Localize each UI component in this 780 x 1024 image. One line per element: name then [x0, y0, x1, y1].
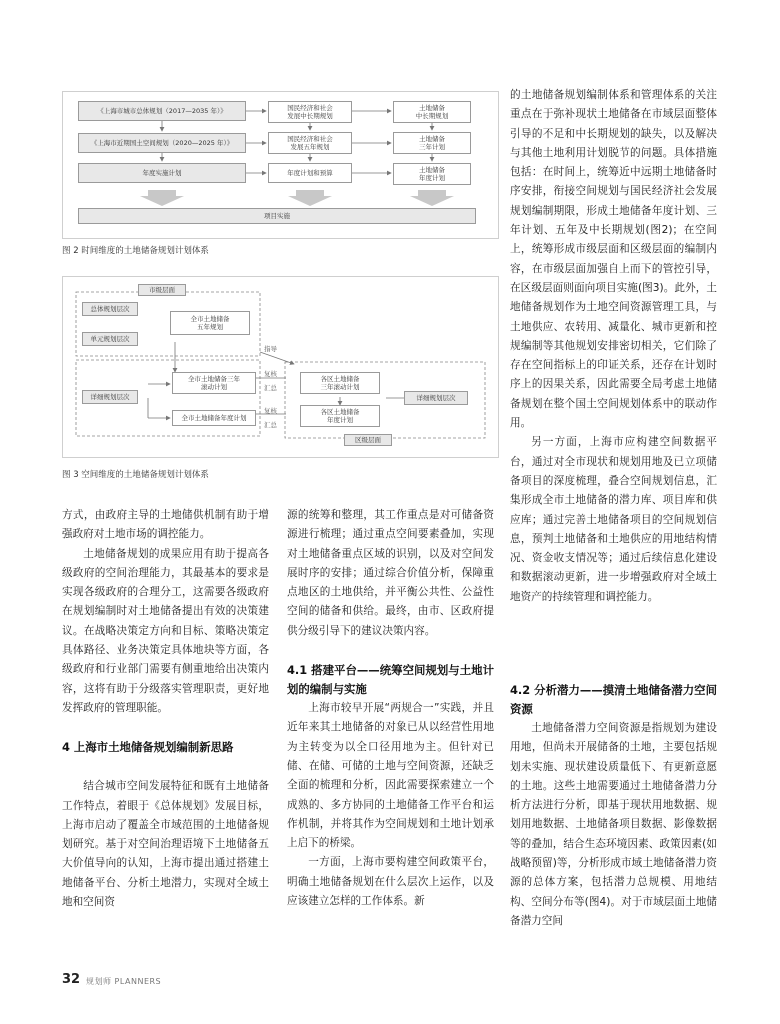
fig2-right-box-1: 土地储备 中长期规划	[393, 101, 471, 123]
fig3-city-annual: 全市土地储备年度计划	[172, 410, 256, 426]
fig3-city-five-year: 全市土地储备 五年规划	[170, 311, 250, 335]
col2-para-3: 一方面，上海市要构建空间政策平台，明确土地储备规划在什么层次上运作，以及应该建立怎样的工作体系。新	[287, 856, 494, 908]
fig3-guide-label: 指导	[264, 345, 277, 353]
col1-para-2: 土地储备规划的成果应用有助于提高各级政府的空间治理能力，其最基本的要求是实现各级政府的合理分工，这需要各级政府在规划编制时对土地储备提出有效的决策建议。在战略决策定方向和目标、策略决策定具体路径、业务决策定具体地块等方面，各级政府和行业部门需要有侧重地给出决策内容，这将有助于分级落实管理职责，更好地发挥政府的管理职能。	[62, 547, 269, 714]
fig3-summary-label-2: 汇总	[264, 421, 277, 429]
fig3-review-label-1: 复核	[264, 370, 277, 378]
fig3-level-unit: 单元规划层次	[82, 332, 138, 346]
col1-heading: 4 上海市土地储备规划编制新思路	[62, 740, 234, 755]
fig2-left-box-1: 《上海市城市总体规划（2017—2035 年）》	[78, 101, 246, 121]
fig3-level-general: 总体规划层次	[82, 302, 138, 316]
fig2-mid-box-3: 年度计划和预算	[268, 163, 352, 183]
column-2	[287, 506, 494, 911]
column-1	[62, 506, 269, 912]
figure-2-caption: 图 2 时间维度的土地储备规划计划体系	[62, 246, 209, 256]
fig3-detail-plan-level: 详细规划层次	[404, 391, 468, 405]
fig2-left-box-3: 年度实施计划	[78, 163, 246, 183]
fig3-dist-annual: 各区土地储备 年度计划	[300, 405, 380, 427]
page-number: 32	[62, 972, 81, 987]
col3-para-1: 土地储备潜力空间资源是指规划为建设用地，但尚未开展储备的土地，主要包括规划未实施、现状建设质量低下、有更新意愿的土地。这些土地需要通过土地储备潜力分析方法进行分析，即基于现状用地数据、规划用地数据、土地储备项目数据、影像数据等的叠加，结合生态环境因素、政策因素(如战略预留)等，分析形成市域土地储备潜力资源的总体方案，包括潜力总规模、用地结构、空间分布等(图4)。对于市域层面土地储备潜力空间	[510, 722, 717, 927]
journal-name: 规划师 PLANNERS	[86, 977, 162, 986]
right-top-para-2: 另一方面，上海市应构建空间数据平台，通过对全市现状和规划用地及已立项储备项目的深度梳理，叠合空间规划信息，汇集形成全市土地储备的潜力库、项目库和供应库；通过完善土地储备项目的空间规划信息，预判土地储备和土地供应的用地结构情况、资金收支情况等；通过后续信息化建设和数据滚动更新，进一步增强政府对全域土地资产的持续管理和调控能力。	[510, 436, 717, 603]
fig3-district-level-label: 区级层面	[344, 434, 392, 446]
col3-heading: 4.2 分析潜力——摸清土地储备潜力空间资源	[510, 683, 717, 716]
column-3	[510, 681, 717, 931]
fig2-mid-box-1: 国民经济和社会 发展中长期规划	[268, 101, 352, 123]
col2-heading: 4.1 搭建平台——统筹空间规划与土地计划的编制与实施	[287, 663, 494, 697]
right-top-column	[510, 86, 717, 607]
right-top-para-1: 的土地储备规划编制体系和管理体系的关注重点在于弥补现状土地储备在市域层面整体引导的不足和中长期规划的缺失，以及解决与其他土地利用计划脱节的问题。具体措施包括：在时间上，统筹近中远期土地储备时序安排，衔接空间规划与国民经济社会发展规划编制期限，形成土地储备年度计划、三年计划、五年及中长期规划(图2)；在空间上，统筹形成市级层面和区级层面的编制内容，在市级层面加强自上而下的管控引导，在区级层面则面向项目实施(图3)。此外，土地储备规划作为土地空间资源管理工具，与土地供应、农转用、减量化、城市更新和控规编制等其他规划安排密切相关，它们除了存在空间指标上的印证关系，还存在计划时序上的因果关系，因此需要全局考虑土地储备规划在整个国土空间规划体系中的联动作用。	[510, 89, 717, 430]
fig2-bottom-box: 项目实施	[78, 208, 476, 224]
fig3-city-level-label: 市级层面	[138, 284, 186, 296]
col2-para-1: 源的统筹和整理，其工作重点是对可储备资源进行梳理；通过重点空间要素叠加，实现对土地储备重点区域的识别，以及对空间发展时序的安排；通过综合价值分析，保障重点地区的土地供给，并平衡公共性、公益性空间的储备和供给。最终，由市、区政府提供分级引导下的建议决策内容。	[287, 509, 494, 637]
fig2-right-box-2: 土地储备 三年计划	[393, 132, 471, 154]
col1-para-3: 结合城市空间发展特征和既有土地储备工作特点，着眼于《总体规划》发展目标，上海市启动了覆盖全市域范围的土地储备规划研究。基于对空间治理语境下土地储备五大价值导向的认知，上海市提出通过搭建土地储备平台、分析土地潜力，实现对全域土地和空间资	[62, 780, 269, 909]
fig3-level-detail: 详细规划层次	[82, 390, 138, 404]
fig3-city-three-year: 全市土地储备三年 滚动计划	[172, 372, 256, 394]
fig2-right-box-3: 土地储备 年度计划	[393, 163, 471, 185]
fig3-dist-three-year: 各区土地储备 三年滚动计划	[300, 372, 380, 394]
fig3-review-label-2: 复核	[264, 407, 277, 415]
fig3-summary-label-1: 汇总	[264, 384, 277, 392]
figure-3-caption: 图 3 空间维度的土地储备规划计划体系	[62, 470, 209, 480]
col1-para-1: 方式，由政府主导的土地储供机制有助于增强政府对土地市场的调控能力。	[62, 509, 269, 541]
col2-para-2: 上海市较早开展“两规合一”实践，并且近年来其土地储备的对象已从以经营性用地为主转变为以全口径用地为主。但针对已储、在储、可储的土地与空间资源，还缺乏全面的梳理和分析，因此需要探索建立一个成熟的、多方协同的土地储备工作平台和运作机制，并将其作为空间规划和土地计划承上启下的桥梁。	[287, 702, 494, 850]
fig2-left-box-2: 《上海市近期国土空间规划（2020—2025 年）》	[78, 133, 246, 153]
fig2-mid-box-2: 国民经济和社会 发展五年规划	[268, 132, 352, 154]
